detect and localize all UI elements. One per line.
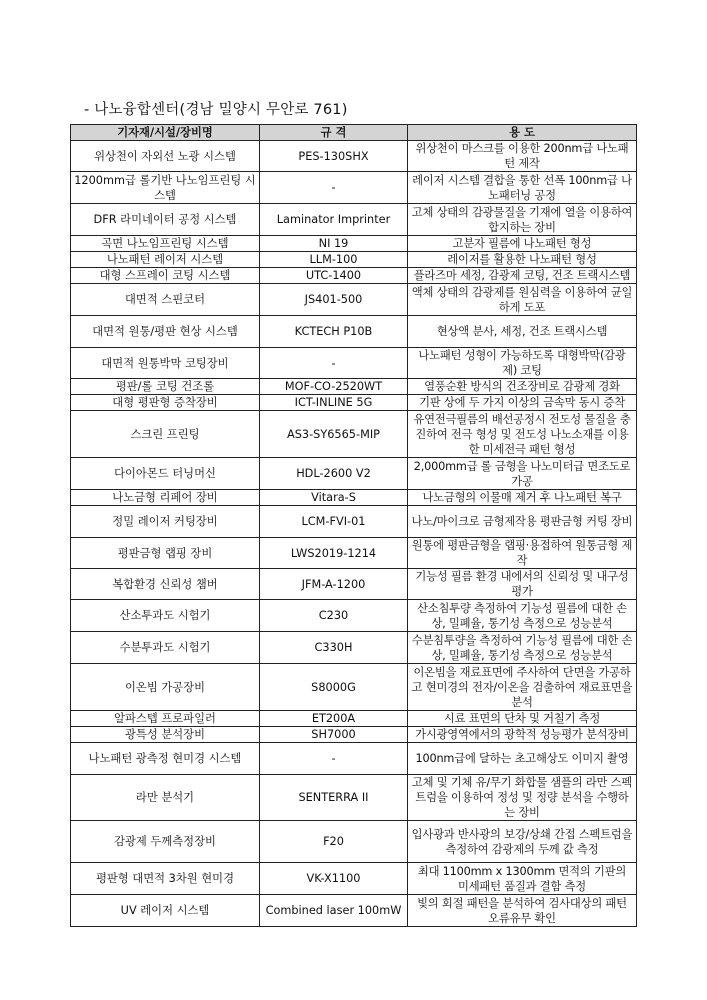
section-title: - 나노융합센터(경남 밀양시 무안로 761) (84, 102, 348, 118)
equipment-use: 시료 표면의 단차 및 거칠기 측정 (408, 711, 637, 727)
equipment-name: 곡면 나노임프린팅 시스템 (71, 236, 260, 252)
equipment-use: 레이저 시스템 결합을 통한 선폭 100nm급 나노패터닝 공정 (408, 172, 637, 204)
equipment-use: 액체 상태의 감광제를 원심력을 이용하여 균일하게 도포 (408, 284, 637, 316)
equipment-use: 나노패턴 성형이 가능하도록 대형박막(감광제) 코팅 (408, 348, 637, 379)
equipment-spec: C330H (260, 632, 408, 664)
table-row (71, 411, 637, 458)
equipment-use: 빛의 회절 패턴을 분석하여 검사대상의 패턴 오류유무 확인 (408, 895, 637, 927)
equipment-spec: - (260, 743, 408, 775)
equipment-spec: S8000G (260, 664, 408, 711)
equipment-name: 대면적 스핀코터 (71, 284, 260, 316)
table-row (71, 569, 637, 600)
equipment-spec: LCM-FVI-01 (260, 506, 408, 538)
equipment-spec: AS3-SY6565-MIP (260, 411, 408, 458)
equipment-spec: F20 (260, 821, 408, 863)
equipment-use: 입사광과 반사광의 보강/상쇄 간접 스펙트럼을 측정하여 감광제의 두께 값 측정 (408, 821, 637, 863)
equipment-spec: ICT-INLINE 5G (260, 395, 408, 411)
equipment-spec: JS401-500 (260, 284, 408, 316)
equipment-name: 광특성 분석장비 (71, 727, 260, 743)
equipment-name: 나노패턴 레이저 시스템 (71, 252, 260, 268)
equipment-use: 최대 1100mm x 1300mm 면적의 기판의 미세패턴 품질과 결함 측정 (408, 863, 637, 895)
equipment-use: 산소침투량 측정하여 기능성 필름에 대한 손상, 밀폐율, 통기성 측정으로 성능분석 (408, 600, 637, 632)
equipment-name: 스크린 프린팅 (71, 411, 260, 458)
equipment-name: 나노금형 리페어 장비 (71, 490, 260, 506)
equipment-use: 기능성 필름 환경 내에서의 신뢰성 및 내구성 평가 (408, 569, 637, 600)
table-row (71, 172, 637, 204)
table-row (71, 458, 637, 490)
equipment-name: 대면적 원통/평판 현상 시스템 (71, 316, 260, 348)
equipment-name: 대면적 원통박막 코팅장비 (71, 348, 260, 379)
equipment-use: 현상액 분사, 세정, 건조 트랙시스템 (408, 316, 637, 348)
equipment-use: 100nm급에 달하는 초고해상도 이미지 촬영 (408, 743, 637, 775)
table-row (71, 252, 637, 268)
table-row (71, 348, 637, 379)
equipment-spec: PES-130SHX (260, 141, 408, 172)
equipment-name: 평판형 대면적 3차원 현미경 (71, 863, 260, 895)
equipment-name: 나노패턴 광측정 현미경 시스템 (71, 743, 260, 775)
equipment-spec: KCTECH P10B (260, 316, 408, 348)
equipment-spec: Laminator Imprinter (260, 204, 408, 236)
equipment-name: 산소투과도 시험기 (71, 600, 260, 632)
table-row (71, 775, 637, 821)
equipment-name: 라만 분석기 (71, 775, 260, 821)
column-header-name: 기자재/시설/장비명 (71, 125, 260, 141)
equipment-use: 고분자 필름에 나노패턴 형성 (408, 236, 637, 252)
table-row (71, 632, 637, 664)
equipment-spec: Combined laser 100mW (260, 895, 408, 927)
equipment-spec: SH7000 (260, 727, 408, 743)
table-row (71, 395, 637, 411)
equipment-use: 원통에 평판금형을 랩핑·용접하여 원통금형 제작 (408, 538, 637, 569)
equipment-use: 기판 상에 두 가지 이상의 금속막 동시 증착 (408, 395, 637, 411)
equipment-table (70, 124, 637, 927)
equipment-name: 알파스텝 프로파일러 (71, 711, 260, 727)
table-row (71, 743, 637, 775)
equipment-spec: HDL-2600 V2 (260, 458, 408, 490)
equipment-name: DFR 라미네이터 공정 시스템 (71, 204, 260, 236)
equipment-name: 정밀 레이저 커팅장비 (71, 506, 260, 538)
table-row (71, 316, 637, 348)
equipment-use: 2,000mm급 롤 금형을 나노미터급 면조도로 가공 (408, 458, 637, 490)
equipment-name: 수분투과도 시험기 (71, 632, 260, 664)
table-row (71, 711, 637, 727)
equipment-spec: VK-X1100 (260, 863, 408, 895)
equipment-spec: UTC-1400 (260, 268, 408, 284)
table-row (71, 863, 637, 895)
equipment-spec: ET200A (260, 711, 408, 727)
table-row (71, 204, 637, 236)
equipment-name: 위상천이 자외선 노광 시스템 (71, 141, 260, 172)
equipment-use: 레이저를 활용한 나노패턴 형성 (408, 252, 637, 268)
equipment-spec: Vitara-S (260, 490, 408, 506)
equipment-name: 이온빔 가공장비 (71, 664, 260, 711)
equipment-spec: LLM-100 (260, 252, 408, 268)
table-row (71, 600, 637, 632)
equipment-spec: LWS2019-1214 (260, 538, 408, 569)
equipment-use: 플라즈마 세정, 감광제 코팅, 건조 트랙시스템 (408, 268, 637, 284)
equipment-name: 복합환경 신뢰성 챔버 (71, 569, 260, 600)
equipment-name: 감광제 두께측정장비 (71, 821, 260, 863)
equipment-use: 고체 및 기체 유/무기 화합물 샘플의 라만 스펙트럼을 이용하여 정성 및 정량 분석을 수행하는 장비 (408, 775, 637, 821)
table-row (71, 236, 637, 252)
equipment-use: 고체 상태의 감광물질을 기재에 열을 이용하여 합지하는 장비 (408, 204, 637, 236)
table-row (71, 727, 637, 743)
equipment-use: 위상천이 마스크를 이용한 200nm급 나노패턴 제작 (408, 141, 637, 172)
column-header-use: 용 도 (408, 125, 637, 141)
table-row (71, 664, 637, 711)
equipment-name: 대형 평판형 증착장비 (71, 395, 260, 411)
equipment-name: 1200mm급 롤기반 나노임프린팅 시스템 (71, 172, 260, 204)
equipment-spec: SENTERRA II (260, 775, 408, 821)
equipment-spec: - (260, 348, 408, 379)
table-row (71, 895, 637, 927)
equipment-spec: JFM-A-1200 (260, 569, 408, 600)
equipment-name: 다이아몬드 터닝머신 (71, 458, 260, 490)
equipment-use: 나노/마이크로 금형제작용 평판금형 커팅 장비 (408, 506, 637, 538)
equipment-use: 수분침투량을 측정하여 기능성 필름에 대한 손상, 밀폐율, 통기성 측정으로 성능분석 (408, 632, 637, 664)
table-header-row (71, 125, 637, 141)
table-row (71, 821, 637, 863)
equipment-spec: NI 19 (260, 236, 408, 252)
equipment-name: 대형 스프레이 코팅 시스템 (71, 268, 260, 284)
equipment-spec: - (260, 172, 408, 204)
column-header-spec: 규 격 (260, 125, 408, 141)
table-row (71, 538, 637, 569)
table-row (71, 141, 637, 172)
equipment-name: 평판금형 랩핑 장비 (71, 538, 260, 569)
equipment-use: 유연전극필름의 배선공정시 전도성 물질을 충진하여 전극 형성 및 전도성 나노소재를 이용한 미세전극 패턴 형성 (408, 411, 637, 458)
equipment-name: 평판/롤 코팅 건조롤 (71, 379, 260, 395)
equipment-use: 열풍순환 방식의 건조장비로 감광제 경화 (408, 379, 637, 395)
table-row (71, 490, 637, 506)
equipment-spec: C230 (260, 600, 408, 632)
equipment-name: UV 레이저 시스템 (71, 895, 260, 927)
equipment-spec: MOF-CO-2520WT (260, 379, 408, 395)
table-row (71, 379, 637, 395)
equipment-use: 이온빔을 재료표면에 주사하여 단면을 가공하고 현미경의 전자/이온을 검출하여 재료표면을 분석 (408, 664, 637, 711)
equipment-use: 나노금형의 이물매 제거 후 나노패턴 복구 (408, 490, 637, 506)
table-row (71, 506, 637, 538)
table-row (71, 284, 637, 316)
table-row (71, 268, 637, 284)
equipment-use: 가시광영역에서의 광학적 성능평가 분석장비 (408, 727, 637, 743)
